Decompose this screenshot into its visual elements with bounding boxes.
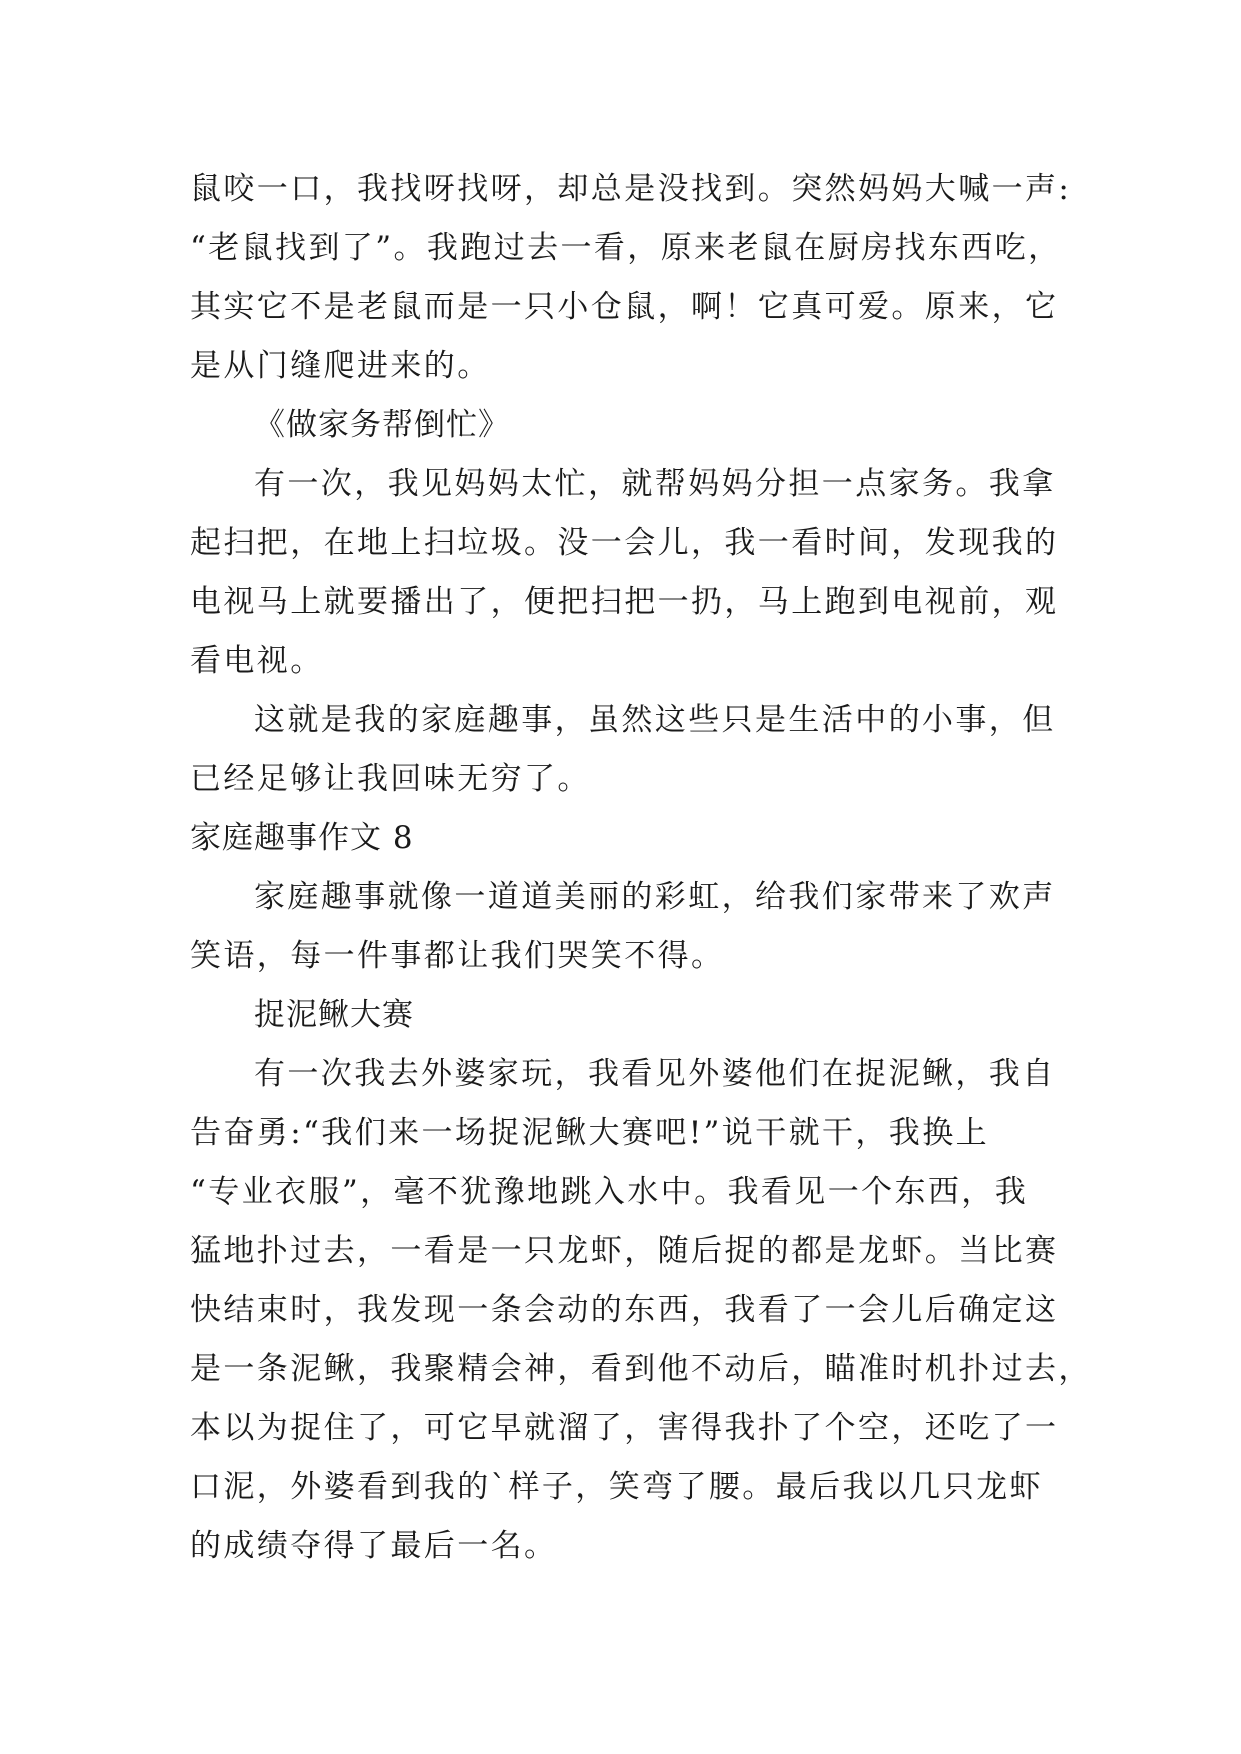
text-line: 笑语，每一件事都让我们哭笑不得。 bbox=[190, 938, 725, 974]
text-line: 是从门缝爬进来的。 bbox=[190, 348, 491, 384]
text-line: 电视马上就要播出了，便把扫把一扔，马上跑到电视前，观 bbox=[190, 584, 1059, 620]
text-line: 起扫把，在地上扫垃圾。没一会儿，我一看时间，发现我的 bbox=[190, 525, 1059, 561]
essay-title: 家庭趣事作文 8 bbox=[190, 820, 414, 856]
text-line: 猛地扑过去，一看是一只龙虾，随后捉的都是龙虾。当比赛 bbox=[190, 1233, 1059, 1269]
text-line: 口泥，外婆看到我的`样子，笑弯了腰。最后我以几只龙虾 bbox=[190, 1469, 1043, 1505]
text-line: 快结束时，我发现一条会动的东西，我看了一会儿后确定这 bbox=[190, 1292, 1059, 1328]
paragraph-first-line: 家庭趣事就像一道道美丽的彩虹，给我们家带来了欢声 bbox=[254, 879, 1056, 915]
text-line: 已经足够让我回味无穷了。 bbox=[190, 761, 591, 797]
text-line: 告奋勇:“我们来一场捉泥鳅大赛吧!”说干就干，我换上 bbox=[190, 1115, 989, 1151]
paragraph-first-line: 有一次我去外婆家玩，我看见外婆他们在捉泥鳅，我自 bbox=[254, 1056, 1056, 1092]
text-line: 其实它不是老鼠而是一只小仓鼠，啊！它真可爱。原来，它 bbox=[190, 289, 1059, 325]
document-body bbox=[190, 160, 1092, 1576]
text-line: “老鼠找到了”。我跑过去一看，原来老鼠在厨房找东西吃， bbox=[190, 230, 1062, 266]
section-title-housework: 《做家务帮倒忙》 bbox=[254, 407, 510, 443]
text-line: 是一条泥鳅，我聚精会神，看到他不动后，瞄准时机扑过去， bbox=[190, 1351, 1092, 1387]
paragraph-first-line: 这就是我的家庭趣事，虽然这些只是生活中的小事，但 bbox=[254, 702, 1056, 738]
paragraph-first-line: 有一次，我见妈妈太忙，就帮妈妈分担一点家务。我拿 bbox=[254, 466, 1056, 502]
section-title-loach-contest: 捉泥鳅大赛 bbox=[254, 997, 414, 1033]
text-line: 鼠咬一口，我找呀找呀，却总是没找到。突然妈妈大喊一声: bbox=[190, 171, 1072, 207]
text-line: 的成绩夺得了最后一名。 bbox=[190, 1528, 558, 1564]
text-line: “专业衣服”，毫不犹豫地跳入水中。我看见一个东西，我 bbox=[190, 1174, 1029, 1210]
text-line: 本以为捉住了，可它早就溜了，害得我扑了个空，还吃了一 bbox=[190, 1410, 1059, 1446]
text-line: 看电视。 bbox=[190, 643, 324, 679]
